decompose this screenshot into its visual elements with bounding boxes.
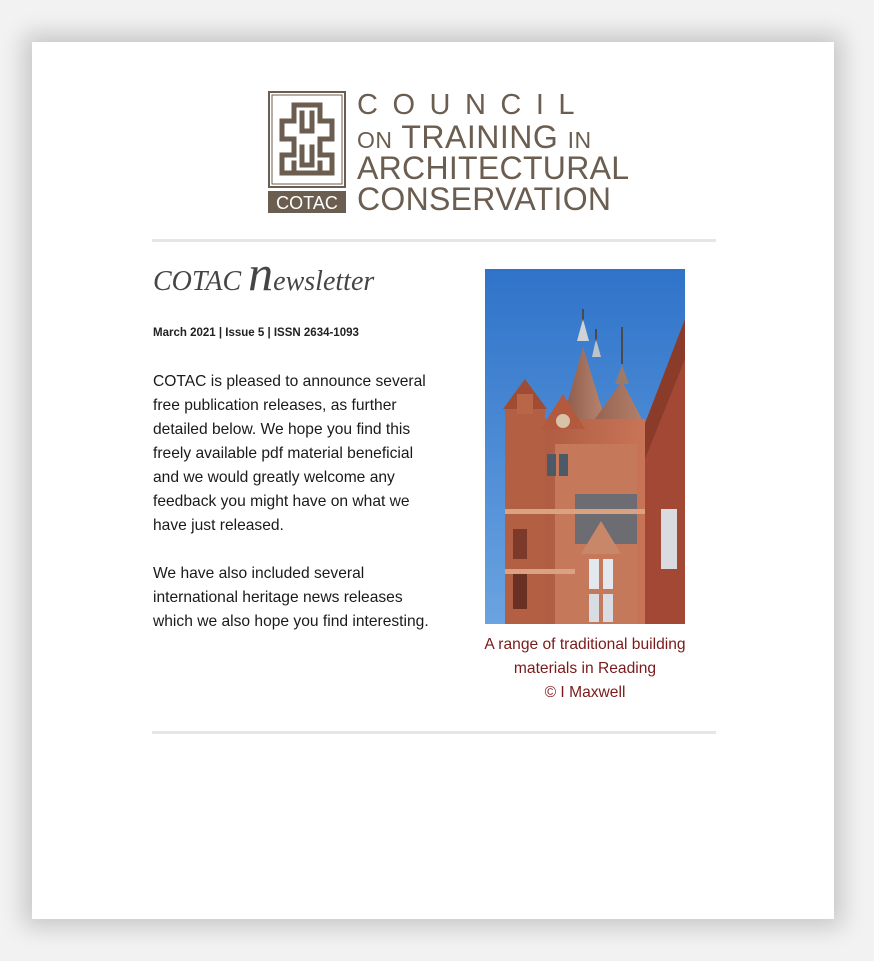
logo-line-training: [357, 121, 592, 153]
logo-line-council: COUNCIL: [357, 89, 590, 121]
newsletter-page: [32, 42, 834, 919]
title-initial: n: [248, 245, 274, 301]
caption-line-1: A range of traditional building: [484, 636, 686, 653]
reading-building-photo: [485, 269, 685, 624]
intro-paragraph: COTAC is pleased to announce several free publication releases, as further detailed below. We hope you find this freely available pdf material beneficial and we would greatly welcome any feedback you might have on what we have just released.: [153, 373, 426, 534]
divider-bottom: [152, 731, 716, 734]
logo-line-architectural: ARCHITECTURAL: [357, 150, 630, 186]
logo-line-conservation: CONSERVATION: [357, 181, 612, 217]
caption-line-3: © I Maxwell: [544, 684, 626, 701]
title-rest: ewsletter: [273, 266, 375, 297]
issue-meta: March 2021 | Issue 5 | ISSN 2634-1093: [153, 327, 359, 339]
photo-caption: [465, 633, 705, 705]
divider-top: [152, 239, 716, 242]
caption-line-2: materials in Reading: [513, 660, 657, 677]
badge-text: COTAC: [276, 193, 338, 213]
title-prefix: COTAC: [153, 266, 249, 297]
logo-word-in: IN: [567, 127, 592, 153]
logo-word-on: ON: [357, 127, 393, 153]
logo-word-training: TRAINING: [401, 119, 559, 155]
cotac-logo: [268, 89, 630, 217]
news-paragraph: We have also included several international heritage news releases which we also hope you find interesting.: [153, 565, 429, 630]
newsletter-title: [153, 245, 375, 301]
cotac-knot-emblem: [268, 91, 346, 213]
